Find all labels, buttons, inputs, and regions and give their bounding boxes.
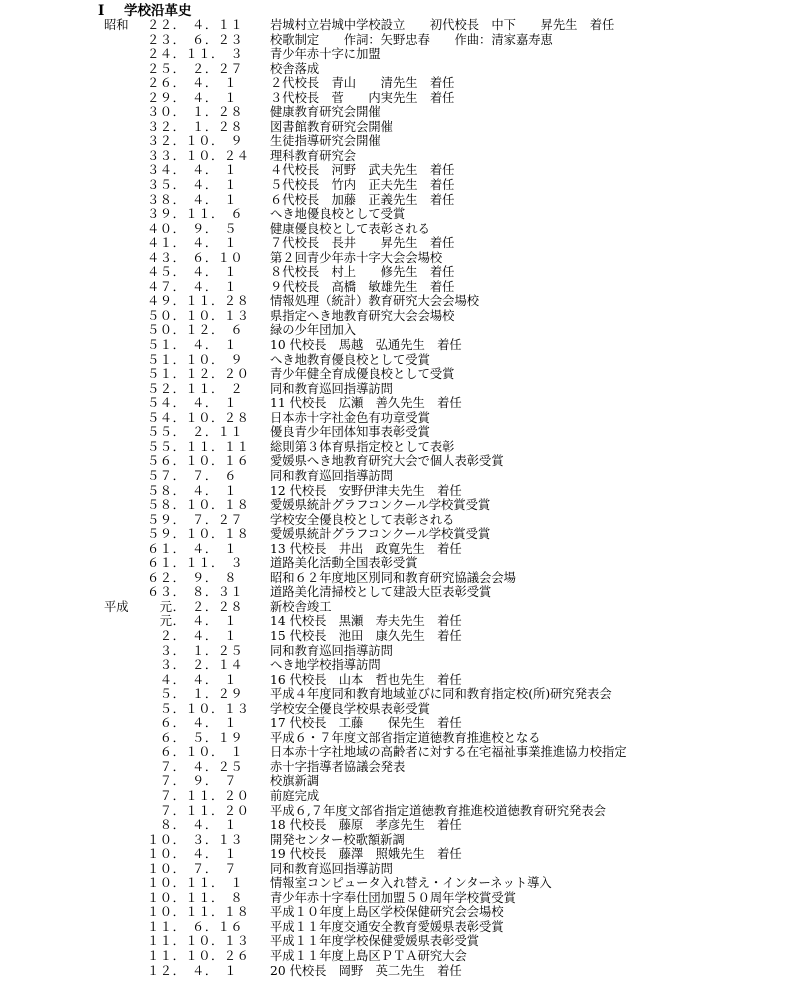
history-row [0,382,794,397]
event-date: ４． ４． １ [147,672,238,687]
event-description: 県指定へき地教育研究大会会場校 [270,308,455,323]
history-row [0,280,794,295]
event-description: 19 代校長 藤澤 照娥先生 着任 [270,847,462,862]
event-description: 校舎落成 [270,61,320,76]
event-date: ６． ５．１９ [147,730,244,745]
event-description: 11 代校長 広瀬 善久先生 着任 [270,396,462,411]
event-date: ５８． ４． １ [147,483,238,498]
event-description: 青少年赤十字に加盟 [270,47,381,62]
history-row [0,920,794,935]
event-date: ５０．１０．１３ [147,308,250,323]
event-description: 道路美化清掃校として建設大臣表彰受賞 [270,585,492,600]
event-date: １０． ７． ７ [147,861,238,876]
history-row [0,440,794,455]
event-description: 学校安全優良校として表彰される [270,512,455,527]
event-date: ３０． １．２８ [147,105,244,120]
event-description: 理科教育研究会 [270,148,357,163]
history-row [0,105,794,120]
event-description: ６代校長 加藤 正義先生 着任 [270,192,455,207]
history-row [0,178,794,193]
event-date: ２５． ２．２７ [147,61,244,76]
event-description: 平成６,７年度文部省指定道徳教育推進校道徳教育研究発表会 [270,803,606,818]
event-description: 平成６・７年度文部省指定道徳教育推進校となる [270,730,541,745]
section-title: 学校沿革史 [124,3,192,19]
event-date: ６． ４． １ [147,716,238,731]
event-date: １０．１１．１８ [147,905,250,920]
event-date: ５１．１２．２０ [147,367,250,382]
event-description: ８代校長 村上 修先生 着任 [270,265,455,280]
history-row [0,571,794,586]
event-date: １１．１０．１３ [147,934,250,949]
event-description: 平成１１年度学校保健愛媛県表彰受賞 [270,934,480,949]
history-row [0,542,794,557]
event-date: １０．１１． １ [147,876,244,891]
event-description: 青少年赤十字奉仕団加盟５０周年学校賞受賞 [270,890,516,905]
history-row [0,454,794,469]
event-date: ２６． ４． １ [147,76,238,91]
history-row [0,309,794,324]
history-row [0,513,794,528]
history-row [0,469,794,484]
history-row [0,600,794,615]
history-row [0,62,794,77]
history-row [0,76,794,91]
history-row [0,207,794,222]
history-row [0,425,794,440]
event-date: ３． １．２５ [147,643,244,658]
event-date: ６１．１１． ３ [147,556,244,571]
event-description: 岩城村立岩城中学校設立 初代校長 中下 昇先生 着任 [270,18,615,32]
event-date: ７． ４．２５ [147,759,244,774]
event-description: 17 代校長 工藤 保先生 着任 [270,716,462,731]
event-description: 道路美化活動全国表彰受賞 [270,556,418,571]
event-description: 同和教育巡回指導訪問 [270,381,393,396]
history-row [0,658,794,673]
history-row [0,949,794,964]
event-date: ４５． ４． １ [147,265,238,280]
history-row [0,484,794,499]
event-date: ６．１０． １ [147,745,244,760]
section-number: I [98,3,105,19]
event-date: ７． ９． ７ [147,774,238,789]
event-description: 総則第３体育県指定校として表彰 [270,439,455,454]
event-date: ８． ４． １ [147,818,238,833]
event-description: 校歌制定 作詞：矢野忠春 作曲：清家嘉寿恵 [270,32,553,47]
event-date: ５．１０．１３ [147,701,250,716]
event-description: 16 代校長 山本 哲也先生 着任 [270,672,462,687]
history-row [0,236,794,251]
history-row [0,585,794,600]
history-row [0,367,794,382]
event-date: 元． ４． １ [147,614,238,629]
event-description: 15 代校長 池田 康久先生 着任 [270,628,462,643]
event-date: ２． ４． １ [147,628,238,643]
event-description: 開発センター校歌額新調 [270,832,405,847]
history-row [0,614,794,629]
event-date: ６３． ８．３１ [147,585,244,600]
history-row [0,964,794,979]
event-date: ２４．１１． ３ [147,47,244,62]
history-row [0,47,794,62]
event-description: 図書館教育研究会開催 [270,119,393,134]
event-date: ２３． ６．２３ [147,32,244,47]
event-description: 健康優良校として表彰される [270,221,430,236]
event-date: ５１． ４． １ [147,338,238,353]
history-row [0,716,794,731]
event-description: 昭和６２年度地区別同和教育研究協議会会場 [270,570,516,585]
event-description: 新校舎竣工 [270,599,332,614]
history-row [0,338,794,353]
history-row [0,687,794,702]
event-description: 18 代校長 藤原 孝彦先生 着任 [270,818,462,833]
event-description: 同和教育巡回指導訪問 [270,861,393,876]
history-row [0,411,794,426]
event-description: 校旗新調 [270,774,320,789]
event-description: ３代校長 菅 内実先生 着任 [270,90,455,105]
event-date: １１．１０．２６ [147,949,250,963]
event-description: へき地学校指導訪問 [270,658,381,673]
event-description: 平成１１年度交通安全教育愛媛県表彰受賞 [270,919,504,934]
history-list [0,18,794,978]
history-row [0,745,794,760]
event-date: ５８．１０．１８ [147,498,250,513]
event-description: 10 代校長 馬越 弘通先生 着任 [270,338,462,353]
history-row [0,673,794,688]
event-date: ５７． ７． ６ [147,468,238,483]
history-row [0,396,794,411]
history-row [0,905,794,920]
era-label: 昭和 [104,18,129,32]
event-description: 12 代校長 安野伊津夫先生 着任 [270,483,462,498]
event-date: ３４． ４． １ [147,163,238,178]
event-description: 13 代校長 井出 政寛先生 着任 [270,541,462,556]
history-row [0,731,794,746]
history-row [0,702,794,717]
event-date: ５． １．２９ [147,687,244,702]
era-label: 平成 [104,599,129,614]
event-description: ２代校長 青山 清先生 着任 [270,76,455,91]
event-date: ６１． ４． １ [147,541,238,556]
event-date: ２２． ４．１１ [147,18,244,32]
event-date: ３８． ４． １ [147,192,238,207]
history-row [0,498,794,513]
event-date: １１． ６．１６ [147,919,244,934]
event-date: ５０．１２． ６ [147,323,244,338]
event-description: 第２回青少年赤十字大会会場校 [270,250,443,265]
event-description: 情報処理（統計）教育研究大会会場校 [270,294,480,309]
event-description: 愛媛県統計グラフコンクール学校賞受賞 [270,527,491,542]
event-date: ７．１１．２０ [147,788,250,803]
event-description: 愛媛県統計グラフコンクール学校賞受賞 [270,498,491,513]
event-date: ５４． ４． １ [147,396,238,411]
history-row [0,323,794,338]
event-date: ５４．１０．２８ [147,410,250,425]
history-row [0,804,794,819]
event-description: へき地優良校として受賞 [270,207,406,222]
event-date: ４０． ９． ５ [147,221,238,236]
history-row [0,120,794,135]
event-description: 同和教育巡回指導訪問 [270,468,393,483]
event-description: 情報室コンピュータ入れ替え・インターネット導入 [270,876,552,891]
event-date: ３５． ４． １ [147,178,238,193]
history-row [0,18,794,33]
page-title [98,3,192,19]
history-row [0,353,794,368]
history-row [0,193,794,208]
history-row [0,789,794,804]
history-row [0,294,794,309]
history-row [0,862,794,877]
history-row [0,222,794,237]
event-date: ４７． ４． １ [147,279,238,294]
history-row [0,644,794,659]
event-description: 愛媛県へき地教育研究大会で個人表彰受賞 [270,454,504,469]
event-date: ５５． ２．１１ [147,425,244,440]
event-description: 平成１１年度上島区ＰＴＡ研究大会 [270,949,467,963]
event-date: ７．１１．２０ [147,803,250,818]
history-row [0,760,794,775]
history-row [0,934,794,949]
history-row [0,33,794,48]
history-row [0,527,794,542]
event-description: 平成４年度同和教育地域並びに同和教育指定校(所)研究発表会 [270,687,612,702]
event-date: ５９．１０．１８ [147,527,250,542]
event-date: ５６．１０．１６ [147,454,250,469]
event-date: ３２．１０． ９ [147,134,244,149]
event-description: 20 代校長 岡野 英二先生 着任 [270,963,462,978]
event-description: ９代校長 高橋 敏雄先生 着任 [270,279,455,294]
event-description: ５代校長 竹内 正夫先生 着任 [270,178,455,193]
event-description: 平成１０年度上島区学校保健研究会会場校 [270,905,504,920]
event-date: ４３． ６．１０ [147,250,244,265]
history-row [0,876,794,891]
event-date: １０．１１． ８ [147,890,244,905]
history-row [0,891,794,906]
event-date: ２９． ４． １ [147,90,238,105]
event-date: ５５．１１．１１ [147,439,250,454]
event-description: 前庭完成 [270,788,320,803]
event-date: １２． ４． １ [147,963,238,978]
history-row [0,556,794,571]
history-row [0,251,794,266]
history-row [0,833,794,848]
event-date: ３９．１１． ６ [147,207,244,222]
event-date: １０． ３．１３ [147,832,244,847]
event-description: 生徒指導研究会開催 [270,134,381,149]
event-date: ３２． １．２８ [147,119,244,134]
event-description: 学校安全優良学校県表彰受賞 [270,701,430,716]
event-date: ５１．１０． ９ [147,352,244,367]
event-description: ７代校長 長井 昇先生 着任 [270,236,455,251]
history-row [0,847,794,862]
history-row [0,91,794,106]
event-description: 同和教育巡回指導訪問 [270,643,393,658]
history-row [0,818,794,833]
event-description: 優良青少年団体知事表彰受賞 [270,425,430,440]
history-row [0,629,794,644]
event-description: へき地教育優良校として受賞 [270,352,430,367]
event-description: 健康教育研究会開催 [270,105,381,120]
event-date: ３３．１０．２４ [147,148,250,163]
event-date: ６２． ９． ８ [147,570,238,585]
event-description: ４代校長 河野 武夫先生 着任 [270,163,455,178]
event-date: ４１． ４． １ [147,236,238,251]
event-description: 14 代校長 黒瀬 寿夫先生 着任 [270,614,462,629]
history-row [0,774,794,789]
event-description: 日本赤十字社地域の高齢者に対する在宅福祉事業推進協力校指定 [270,745,627,760]
event-description: 赤十字指導者協議会発表 [270,759,406,774]
event-description: 緑の少年団加入 [270,323,357,338]
event-description: 日本赤十字社金色有功章受賞 [270,410,430,425]
event-date: ３． ２．１４ [147,658,244,673]
event-date: ５２．１１． ２ [147,381,244,396]
event-date: １０． ４． １ [147,847,238,862]
history-row [0,134,794,149]
event-date: 元． ２．２８ [147,599,244,614]
history-row [0,265,794,280]
event-date: ４９．１１．２８ [147,294,250,309]
history-row [0,163,794,178]
event-description: 青少年健全育成優良校として受賞 [270,367,455,382]
history-row [0,149,794,164]
event-date: ５９． ７．２７ [147,512,244,527]
